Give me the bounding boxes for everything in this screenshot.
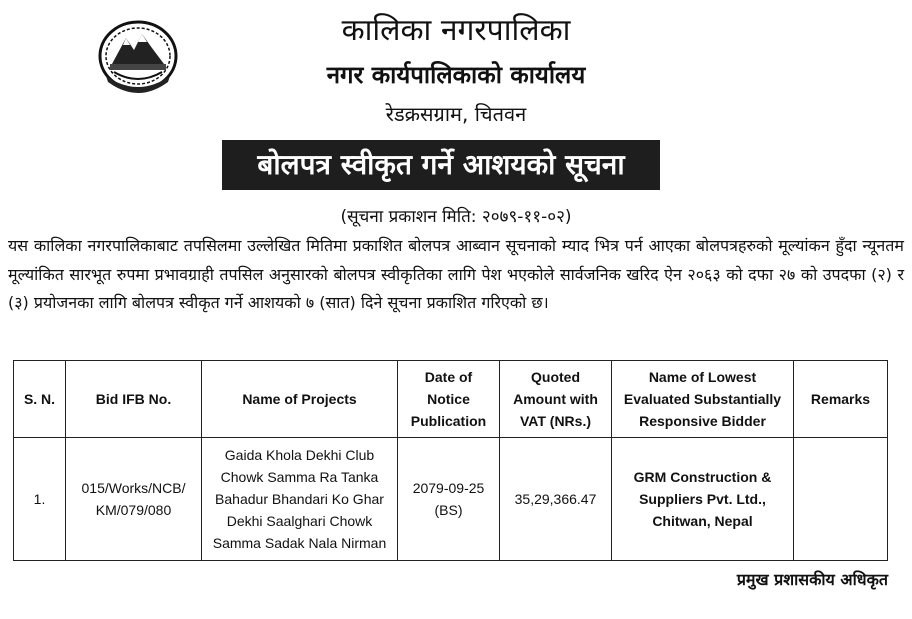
col-header-ifb: Bid IFB No.	[66, 361, 202, 438]
bid-table	[13, 360, 888, 561]
col-header-remarks: Remarks	[794, 361, 888, 438]
col-header-date: Date of Notice Publication	[398, 361, 500, 438]
col-header-sn: S. N.	[14, 361, 66, 438]
cell-sn: 1.	[14, 438, 66, 561]
col-header-project: Name of Projects	[202, 361, 398, 438]
cell-project: Gaida Khola Dekhi Club Chowk Samma Ra Tanka Bahadur Bhandari Ko Ghar Dekhi Saalghari Chowk Samma Sadak Nala Nirman	[202, 438, 398, 561]
col-header-amount: Quoted Amount with VAT (NRs.)	[500, 361, 612, 438]
municipality-name: कालिका नगरपालिका	[341, 13, 571, 48]
cell-remarks	[794, 438, 888, 561]
signoff-title: प्रमुख प्रशासकीय अधिकृत	[736, 570, 888, 589]
office-name: नगर कार्यपालिकाको कार्यालय	[326, 61, 586, 89]
office-address: रेडक्रसग्राम, चितवन	[385, 102, 527, 126]
cell-amount: 35,29,366.47	[500, 438, 612, 561]
cell-ifb: 015/Works/NCB/ KM/079/080	[66, 438, 202, 561]
publication-date: (सूचना प्रकाशन मिति: २०७९-११-०२)	[340, 207, 572, 227]
table-header-row	[14, 361, 888, 438]
notice-body: यस कालिका नगरपालिकाबाट तपसिलमा उल्लेखित मितिमा प्रकाशित बोलपत्र आब्वान सूचनाको म्याद भित्र पर्न आएका बोलपत्रहरुको मूल्यांकन हुँदा न्यूनतम मूल्यांकित सारभूत रुपमा प्रभावग्राही तपसिल अनुसारको बोलपत्र स्वीकृतिका लागि पेश भएकोले सार्वजनिक खरिद ऐन २०६३ को दफा २७ को उपदफा (२) र (३) प्रयोजनका लागि बोलपत्र स्वीकृत गर्ने आशयको ७ (सात) दिने सूचना प्रकाशित गरिएको छ।	[8, 236, 904, 312]
cell-date: 2079-09-25 (BS)	[398, 438, 500, 561]
table-row	[14, 438, 888, 561]
cell-bidder: GRM Construction & Suppliers Pvt. Ltd., Chitwan, Nepal	[612, 438, 794, 561]
notice-title: बोलपत्र स्वीकृत गर्ने आशयको सूचना	[222, 140, 660, 190]
col-header-bidder: Name of Lowest Evaluated Substantially Responsive Bidder	[612, 361, 794, 438]
